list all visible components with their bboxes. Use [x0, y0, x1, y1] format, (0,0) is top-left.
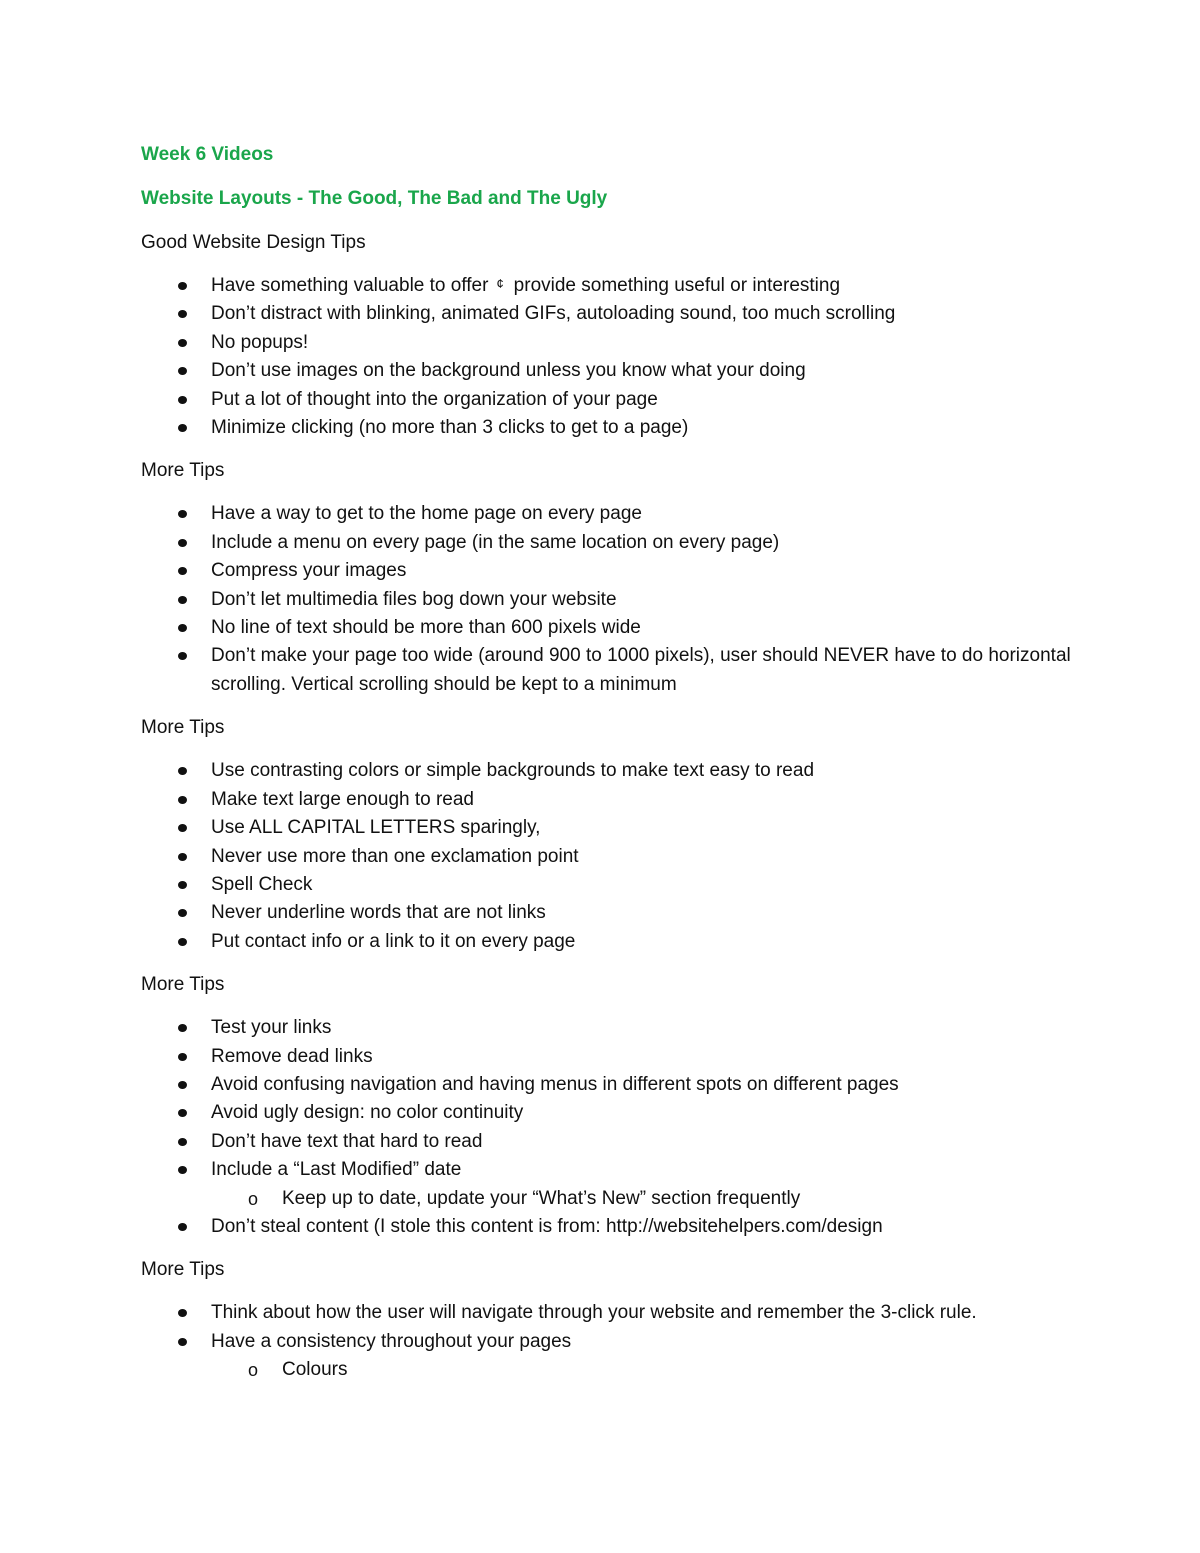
bullet-icon: [178, 1338, 187, 1346]
bullet-icon: [178, 510, 187, 518]
bullet-icon: [178, 1223, 187, 1231]
sub-list-item: o Keep up to date, update your “What’s New” section frequently: [141, 1185, 1101, 1213]
section-title-more-tips: More Tips: [141, 460, 225, 482]
bullet-icon: [178, 938, 187, 946]
document-page: [141, 140, 1101, 1399]
bullet-icon: [178, 282, 187, 290]
bullet-icon: [178, 396, 187, 404]
bullet-icon: [178, 881, 187, 889]
list-item: Test your links: [141, 1014, 1101, 1042]
list-item: Minimize clicking (no more than 3 clicks to get to a page): [141, 414, 1101, 442]
more-tips-list: [141, 500, 1101, 699]
bullet-icon: [178, 539, 187, 547]
cent-glyph-icon: ¢: [496, 276, 504, 291]
bullet-icon: [178, 1309, 187, 1317]
list-item: Include a “Last Modified” date: [141, 1156, 1101, 1184]
list-item: Remove dead links: [141, 1043, 1101, 1071]
week-heading: Week 6 Videos: [141, 144, 274, 165]
more-tips-list: [141, 1014, 1101, 1241]
list-item: Don’t have text that hard to read: [141, 1128, 1101, 1156]
list-item: Avoid ugly design: no color continuity: [141, 1099, 1101, 1127]
list-item: Compress your images: [141, 557, 1101, 585]
list-item: Have a consistency throughout your pages: [141, 1328, 1101, 1356]
list-item: Avoid confusing navigation and having menus in different spots on different pages: [141, 1071, 1101, 1099]
bullet-icon: [178, 624, 187, 632]
list-item: Never underline words that are not links: [141, 899, 1101, 927]
list-item: Don’t let multimedia files bog down your website: [141, 586, 1101, 614]
topic-heading: Website Layouts - The Good, The Bad and The Ugly: [141, 188, 608, 209]
more-tips-list: [141, 1299, 1101, 1384]
list-item: Use contrasting colors or simple backgrounds to make text easy to read: [141, 757, 1101, 785]
list-item: Don’t make your page too wide (around 900 to 1000 pixels), user should NEVER have to do horizontal scrolling. Vertical scrolling should be kept to a minimum: [141, 642, 1101, 699]
bullet-icon: [178, 1024, 187, 1032]
sub-bullet-icon: o: [248, 1188, 259, 1209]
section-title-more-tips: More Tips: [141, 717, 225, 739]
sub-bullet-icon: o: [248, 1360, 259, 1381]
bullet-icon: [178, 853, 187, 861]
bullet-icon: [178, 339, 187, 347]
list-item: Don’t distract with blinking, animated GIFs, autoloading sound, too much scrolling: [141, 300, 1101, 328]
list-item: Don’t use images on the background unless you know what your doing: [141, 357, 1101, 385]
bullet-icon: [178, 767, 187, 775]
bullet-icon: [178, 796, 187, 804]
section-title-more-tips: More Tips: [141, 974, 225, 996]
bullet-icon: [178, 1138, 187, 1146]
list-item: No line of text should be more than 600 pixels wide: [141, 614, 1101, 642]
list-item: Think about how the user will navigate through your website and remember the 3-click rule.: [141, 1299, 1101, 1327]
section-title-good-tips: Good Website Design Tips: [141, 232, 366, 253]
section-title-more-tips: More Tips: [141, 1259, 225, 1281]
list-item: Use ALL CAPITAL LETTERS sparingly,: [141, 814, 1101, 842]
good-tips-list: [141, 272, 1101, 442]
list-item: Put contact info or a link to it on every page: [141, 928, 1101, 956]
more-tips-list: [141, 757, 1101, 956]
list-item: Include a menu on every page (in the same location on every page): [141, 529, 1101, 557]
list-item: Make text large enough to read: [141, 786, 1101, 814]
bullet-icon: [178, 909, 187, 917]
list-item: Never use more than one exclamation point: [141, 843, 1101, 871]
bullet-icon: [178, 1109, 187, 1117]
bullet-icon: [178, 652, 187, 660]
bullet-icon: [178, 1166, 187, 1174]
bullet-icon: [178, 424, 187, 432]
list-item: Put a lot of thought into the organization of your page: [141, 386, 1101, 414]
bullet-icon: [178, 596, 187, 604]
bullet-icon: [178, 367, 187, 375]
bullet-icon: [178, 1053, 187, 1061]
list-item: Don’t steal content (I stole this content is from: http://websitehelpers.com/design: [141, 1213, 1101, 1241]
list-item: Have a way to get to the home page on every page: [141, 500, 1101, 528]
bullet-icon: [178, 824, 187, 832]
list-item: Have something valuable to offer ¢ provide something useful or interesting: [141, 272, 1101, 300]
list-item: Spell Check: [141, 871, 1101, 899]
bullet-icon: [178, 567, 187, 575]
list-item: No popups!: [141, 329, 1101, 357]
sub-list-item: o Colours: [141, 1356, 1101, 1384]
bullet-icon: [178, 310, 187, 318]
bullet-icon: [178, 1081, 187, 1089]
